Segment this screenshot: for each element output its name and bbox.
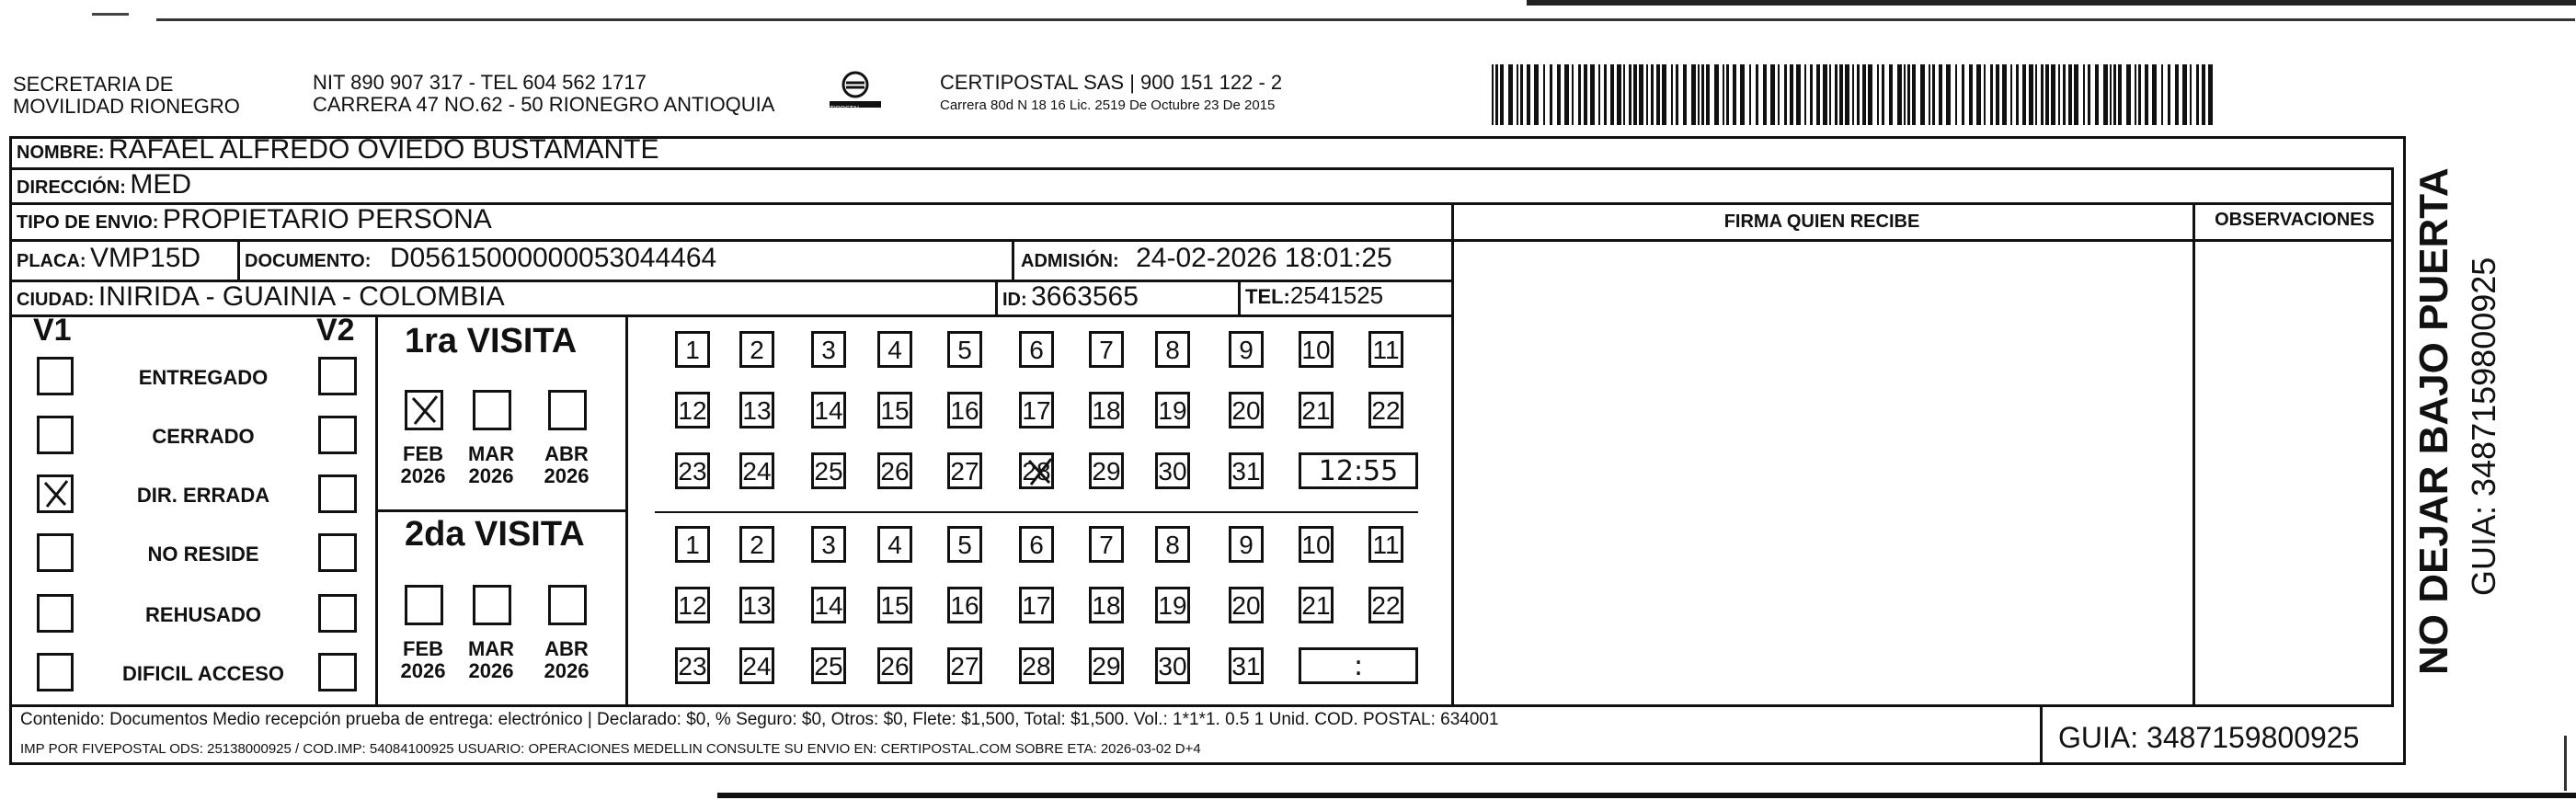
v1-checkbox[interactable] — [37, 357, 74, 395]
day-cell[interactable] — [1155, 452, 1190, 489]
day-cell[interactable] — [1019, 647, 1054, 684]
issuer-company — [940, 72, 1282, 114]
month-name: ABR — [544, 637, 589, 660]
address-line: CARRERA 47 NO.62 - 50 RIONEGRO ANTIOQUIA — [313, 93, 775, 116]
month-checkbox[interactable] — [548, 585, 587, 625]
day-number: 11 — [1372, 531, 1400, 559]
day-number: 29 — [1092, 652, 1121, 680]
v1-check-mark — [40, 477, 71, 515]
day-number: 16 — [950, 396, 979, 425]
day-number: 16 — [950, 591, 979, 620]
day-cell[interactable] — [811, 647, 846, 684]
time-value: 12:55 — [1318, 455, 1399, 487]
day-number: 13 — [742, 396, 772, 425]
status-label: ENTREGADO — [138, 366, 269, 389]
month-name: ABR — [544, 442, 589, 465]
month-name: MAR — [467, 442, 515, 465]
ciudad-field — [17, 281, 505, 313]
day-number: 3 — [821, 531, 836, 559]
month-name: FEB — [403, 442, 443, 465]
day-number: 22 — [1371, 591, 1401, 620]
month-name: MAR — [467, 637, 515, 660]
footer-divider — [9, 704, 2394, 707]
id-field — [1002, 281, 1139, 313]
day-number: 29 — [1092, 457, 1121, 486]
day-number: 27 — [950, 652, 979, 680]
month-year: 2026 — [544, 464, 590, 487]
placa-field — [17, 243, 200, 274]
v2-checkbox[interactable] — [318, 474, 357, 513]
day-number: 31 — [1231, 652, 1261, 680]
day-cell[interactable] — [739, 452, 774, 489]
month-label — [395, 638, 451, 682]
day-cell[interactable] — [811, 452, 846, 489]
signature-left-border — [1451, 202, 1454, 704]
day-cell[interactable] — [1368, 526, 1403, 563]
tipo-envio-value: PROPIETARIO PERSONA — [162, 204, 492, 234]
day-cell[interactable] — [877, 526, 912, 563]
day-number: 28 — [1022, 457, 1051, 486]
day-number: 17 — [1022, 591, 1051, 620]
direccion-value: MED — [130, 169, 192, 200]
day-number: 12 — [678, 396, 707, 425]
v2-checkbox[interactable] — [318, 653, 357, 691]
footer-guia-divider — [2040, 704, 2043, 765]
v1-checkbox[interactable] — [37, 474, 74, 513]
day-cell[interactable] — [1155, 331, 1190, 368]
month-check-mark — [407, 393, 441, 432]
ciudad-value: INIRIDA - GUAINIA - COLOMBIA — [97, 281, 505, 312]
day-number: 2 — [750, 336, 764, 364]
day-cell[interactable] — [947, 526, 982, 563]
visit2-title: 2da VISITA — [405, 515, 585, 554]
day-number: 8 — [1165, 531, 1180, 559]
scan-edge-top-right — [1527, 0, 2576, 6]
month-checkbox[interactable] — [405, 585, 443, 625]
month-label — [539, 638, 594, 682]
day-number: 28 — [1022, 652, 1051, 680]
month-label — [539, 443, 594, 487]
day-cell[interactable] — [1019, 587, 1054, 623]
issuer-contact — [313, 72, 774, 116]
day-cell[interactable] — [739, 526, 774, 563]
day-cell[interactable] — [1089, 392, 1124, 429]
admision-field — [1021, 243, 1392, 274]
signature-area[interactable] — [1455, 243, 2191, 703]
day-number: 30 — [1158, 457, 1187, 486]
firma-label: FIRMA QUIEN RECIBE — [1723, 211, 1920, 232]
visit-divider-left — [375, 509, 625, 512]
day-cell[interactable] — [947, 587, 982, 623]
day-cell[interactable] — [675, 526, 710, 563]
day-number: 19 — [1158, 591, 1187, 620]
license-line: Carrera 80d N 18 16 Lic. 2519 De Octubre 23 De 2015 — [940, 97, 1276, 113]
admision-value: 24-02-2026 18:01:25 — [1136, 243, 1392, 273]
day-cell[interactable] — [739, 647, 774, 684]
documento-label: DOCUMENTO: — [245, 251, 372, 271]
visit1-title: 1ra VISITA — [405, 322, 578, 360]
scan-edge-right — [2564, 736, 2567, 791]
admision-label: ADMISIÓN: — [1021, 251, 1119, 271]
scan-edge-top — [92, 13, 129, 16]
day-cell[interactable] — [1368, 331, 1403, 368]
no-dejar-bajo-puerta: NO DEJAR BAJO PUERTA — [2411, 167, 2456, 675]
barcode — [1492, 64, 2218, 125]
nit-line: NIT 890 907 317 - TEL 604 562 1717 — [313, 71, 647, 94]
footer-content-line: Contenido: Documentos Medio recepción prueba de entrega: electrónico | Declarado: $0, % Seguro: $0, Otros: $0, Flete: $1,500, Total: $1,500. Vol.: 1*1*1. 0.5 1 Unid. COD. POSTAL: 634001 — [20, 710, 1499, 729]
day-cell[interactable] — [947, 647, 982, 684]
observaciones-left-border — [2192, 202, 2195, 704]
day-cell[interactable] — [811, 587, 846, 623]
day-number: 20 — [1231, 396, 1261, 425]
status-label: DIR. ERRADA — [136, 484, 270, 507]
day-number: 24 — [742, 457, 772, 486]
time-value: : — [1353, 650, 1364, 682]
day-number: 15 — [880, 396, 910, 425]
v2-checkbox[interactable] — [318, 533, 357, 572]
day-number: 6 — [1029, 531, 1044, 559]
day-cell[interactable] — [1229, 331, 1264, 368]
day-cell[interactable] — [1155, 647, 1190, 684]
day-number: 4 — [887, 336, 902, 364]
month-year: 2026 — [468, 464, 514, 487]
day-number: 25 — [814, 652, 843, 680]
day-number: 31 — [1231, 457, 1261, 486]
v1-checkbox[interactable] — [37, 594, 74, 633]
day-number: 13 — [742, 591, 772, 620]
day-number: 18 — [1092, 591, 1121, 620]
v1-checkbox[interactable] — [37, 416, 74, 454]
day-number: 30 — [1158, 652, 1187, 680]
months-column-border — [625, 314, 628, 704]
day-cell[interactable] — [1299, 392, 1334, 429]
day-cell[interactable] — [1089, 526, 1124, 563]
day-cell[interactable] — [1299, 587, 1334, 623]
day-number: 10 — [1301, 531, 1331, 559]
day-cell[interactable] — [877, 587, 912, 623]
day-number: 25 — [814, 457, 843, 486]
day-number: 12 — [678, 591, 707, 620]
month-label — [395, 443, 451, 487]
issuer-line-1: SECRETARIA DE — [13, 73, 174, 96]
day-number: 21 — [1301, 396, 1331, 425]
day-cell[interactable] — [1229, 526, 1264, 563]
day-number: 11 — [1372, 336, 1400, 364]
day-cell[interactable] — [1229, 647, 1264, 684]
placa-divider — [237, 239, 240, 280]
tipo-envio-label: TIPO DE ENVIO: — [17, 212, 159, 233]
status-label: REHUSADO — [145, 603, 261, 626]
status-label: DIFICIL ACCESO — [121, 662, 284, 685]
v2-checkbox[interactable] — [318, 594, 357, 633]
id-value: 3663565 — [1031, 281, 1139, 312]
day-number: 9 — [1239, 336, 1254, 364]
day-number: 23 — [678, 652, 707, 680]
day-cell[interactable] — [1155, 587, 1190, 623]
observaciones-area[interactable] — [2196, 243, 2389, 703]
day-number: 7 — [1099, 531, 1114, 559]
direccion-field — [17, 169, 191, 200]
day-number: 26 — [880, 652, 910, 680]
day-number: 18 — [1092, 396, 1121, 425]
month-checkbox[interactable] — [473, 390, 511, 430]
day-cell[interactable] — [675, 392, 710, 429]
documento-divider — [1012, 239, 1014, 280]
ciudad-label: CIUDAD: — [17, 290, 95, 310]
scan-edge-bottom — [717, 793, 2576, 798]
day-cell[interactable] — [1299, 526, 1334, 563]
issuer-line-2: MOVILIDAD RIONEGRO — [13, 95, 240, 118]
day-number: 6 — [1029, 336, 1044, 364]
documento-field — [245, 243, 716, 274]
month-label — [464, 443, 519, 487]
time-box[interactable] — [1299, 452, 1418, 489]
tipo-envio-field — [17, 204, 492, 235]
day-number: 14 — [814, 591, 843, 620]
row-divider-1 — [9, 167, 2394, 170]
day-cell[interactable] — [1019, 331, 1054, 368]
day-cell[interactable] — [877, 392, 912, 429]
month-name: FEB — [403, 637, 443, 660]
day-number: 21 — [1301, 591, 1331, 620]
day-number: 5 — [957, 336, 972, 364]
row-divider-3 — [9, 239, 1453, 242]
day-cell[interactable] — [1229, 587, 1264, 623]
day-cell[interactable] — [739, 587, 774, 623]
observaciones-label: OBSERVACIONES — [2215, 210, 2375, 230]
day-cell[interactable] — [675, 452, 710, 489]
tel-label: TEL: — [1245, 285, 1290, 308]
visit-divider-days — [655, 511, 1418, 513]
day-cell[interactable] — [947, 392, 982, 429]
v2-header: V2 — [316, 313, 355, 348]
day-cell[interactable] — [811, 526, 846, 563]
day-cell[interactable] — [1229, 452, 1264, 489]
side-guia: GUIA: 3487159800925 — [2465, 257, 2502, 596]
v1-checkbox[interactable] — [37, 533, 74, 572]
day-number: 23 — [678, 457, 707, 486]
day-number: 19 — [1158, 396, 1187, 425]
day-number: 20 — [1231, 591, 1261, 620]
day-number: 7 — [1099, 336, 1114, 364]
day-number: 1 — [685, 531, 700, 559]
day-number: 9 — [1239, 531, 1254, 559]
day-number: 10 — [1301, 336, 1331, 364]
day-cell[interactable] — [675, 331, 710, 368]
month-year: 2026 — [400, 659, 446, 682]
day-number: 22 — [1371, 396, 1401, 425]
day-cell[interactable] — [1368, 587, 1403, 623]
status-label: CERRADO — [152, 425, 255, 448]
direccion-label: DIRECCIÓN: — [17, 177, 126, 198]
day-number: 14 — [814, 396, 843, 425]
footer-guia: GUIA: 3487159800925 — [2058, 721, 2360, 754]
v1-header: V1 — [33, 313, 72, 348]
scan-edge-top-long — [156, 18, 2575, 21]
day-cell[interactable] — [947, 452, 982, 489]
issuer-name — [13, 74, 240, 118]
day-cell[interactable] — [739, 331, 774, 368]
month-year: 2026 — [544, 659, 590, 682]
day-cell[interactable] — [877, 331, 912, 368]
company-line: CERTIPOSTAL SAS | 900 151 122 - 2 — [940, 71, 1283, 94]
ciudad-divider — [995, 280, 998, 314]
tel-value: 2541525 — [1289, 281, 1384, 309]
day-cell[interactable] — [675, 647, 710, 684]
day-number: 15 — [880, 591, 910, 620]
day-cell[interactable] — [811, 331, 846, 368]
nombre-value: RAFAEL ALFREDO OVIEDO BUSTAMANTE — [109, 134, 659, 165]
day-number: 26 — [880, 457, 910, 486]
v1-checkbox[interactable] — [37, 653, 74, 691]
placa-label: PLACA: — [17, 251, 86, 271]
day-number: 27 — [950, 457, 979, 486]
day-number: 3 — [821, 336, 836, 364]
day-cell[interactable] — [1089, 587, 1124, 623]
day-cell[interactable] — [1229, 392, 1264, 429]
placa-value: VMP15D — [90, 243, 201, 273]
day-cell[interactable] — [1299, 331, 1334, 368]
day-cell[interactable] — [1019, 526, 1054, 563]
month-checkbox[interactable] — [473, 585, 511, 625]
v2-checkbox[interactable] — [318, 357, 357, 395]
day-cell[interactable] — [947, 331, 982, 368]
logo-caption: CERTIPOSTAL — [817, 106, 861, 112]
month-label — [464, 638, 519, 682]
day-number: 17 — [1022, 396, 1051, 425]
day-cell[interactable] — [1089, 331, 1124, 368]
day-cell[interactable] — [1089, 452, 1124, 489]
day-cell[interactable] — [1019, 452, 1054, 489]
observaciones-right-border — [2391, 167, 2394, 704]
id-label: ID: — [1002, 290, 1027, 310]
signature-header-divider — [1451, 239, 2394, 242]
nombre-label: NOMBRE: — [17, 143, 105, 163]
day-cell[interactable] — [877, 452, 912, 489]
day-number: 5 — [957, 531, 972, 559]
day-number: 4 — [887, 531, 902, 559]
day-cell[interactable] — [1089, 647, 1124, 684]
id-divider — [1238, 280, 1241, 314]
day-cell[interactable] — [675, 587, 710, 623]
footer-print-line: IMP POR FIVEPOSTAL ODS: 25138000925 / COD.IMP: 54084100925 USUARIO: OPERACIONES MEDELLIN CONSULTE SU ENVIO EN: CERTIPOSTAL.COM SOBRE ETA: 2026-03-02 D+4 — [20, 741, 1201, 757]
day-cell[interactable] — [1368, 392, 1403, 429]
status-label: NO RESIDE — [147, 543, 259, 566]
time-box[interactable] — [1299, 647, 1418, 684]
day-cell[interactable] — [1019, 392, 1054, 429]
month-year: 2026 — [468, 659, 514, 682]
nombre-field — [17, 134, 658, 166]
day-cell[interactable] — [1155, 392, 1190, 429]
day-cell[interactable] — [739, 392, 774, 429]
day-cell[interactable] — [1155, 526, 1190, 563]
tel-field — [1245, 281, 1383, 310]
row-divider-5 — [9, 314, 1453, 317]
documento-value: D05615000000053044464 — [389, 243, 717, 273]
v2-checkbox[interactable] — [318, 416, 357, 454]
day-cell[interactable] — [877, 647, 912, 684]
month-checkbox[interactable] — [548, 390, 587, 430]
day-number: 1 — [685, 336, 700, 364]
month-checkbox[interactable] — [405, 390, 443, 430]
day-number: 24 — [742, 652, 772, 680]
day-cell[interactable] — [811, 392, 846, 429]
day-number: 8 — [1165, 336, 1180, 364]
month-year: 2026 — [400, 464, 446, 487]
day-number: 2 — [750, 531, 764, 559]
